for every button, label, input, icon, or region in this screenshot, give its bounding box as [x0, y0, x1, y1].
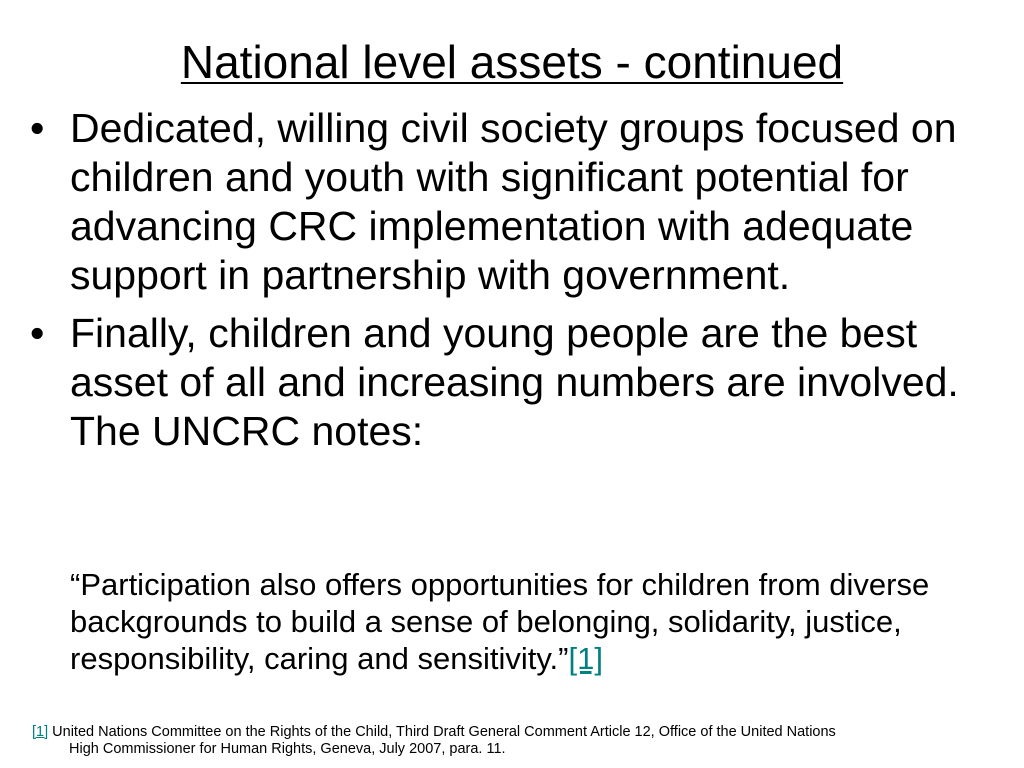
bullet-text: Finally, children and young people are the best asset of all and increasing numbers are involved. The UNCRC notes:: [70, 310, 959, 454]
bullet-marker: •: [30, 310, 45, 356]
quote-block: [70, 566, 990, 677]
slide-title: National level assets - continued: [180, 36, 844, 88]
quote-text: “Participation also offers opportunities for children from diverse backgrounds to build a sense of belonging, solidarity, justice, responsibility, caring and sensitivity.”: [70, 567, 930, 676]
footnote-line-2: High Commissioner for Human Rights, Geneva, July 2007, para. 11.: [69, 741, 506, 757]
footnote-backref-link[interactable]: [1]: [32, 724, 49, 740]
footnote-ref-link[interactable]: [1]: [568, 641, 603, 676]
bullet-item: [30, 309, 1000, 456]
footnote: [32, 724, 992, 758]
bullet-list: [30, 104, 1000, 465]
bullet-marker: •: [30, 105, 45, 151]
footnote-line-1: United Nations Committee on the Rights of the Child, Third Draft General Comment Article 12, Office of the United Nations: [52, 724, 836, 740]
bullet-text: Dedicated, willing civil society groups focused on children and youth with significant potential for advancing CRC implementation with adequate support in partnership with government.: [70, 105, 957, 298]
bullet-item: [30, 104, 1000, 300]
